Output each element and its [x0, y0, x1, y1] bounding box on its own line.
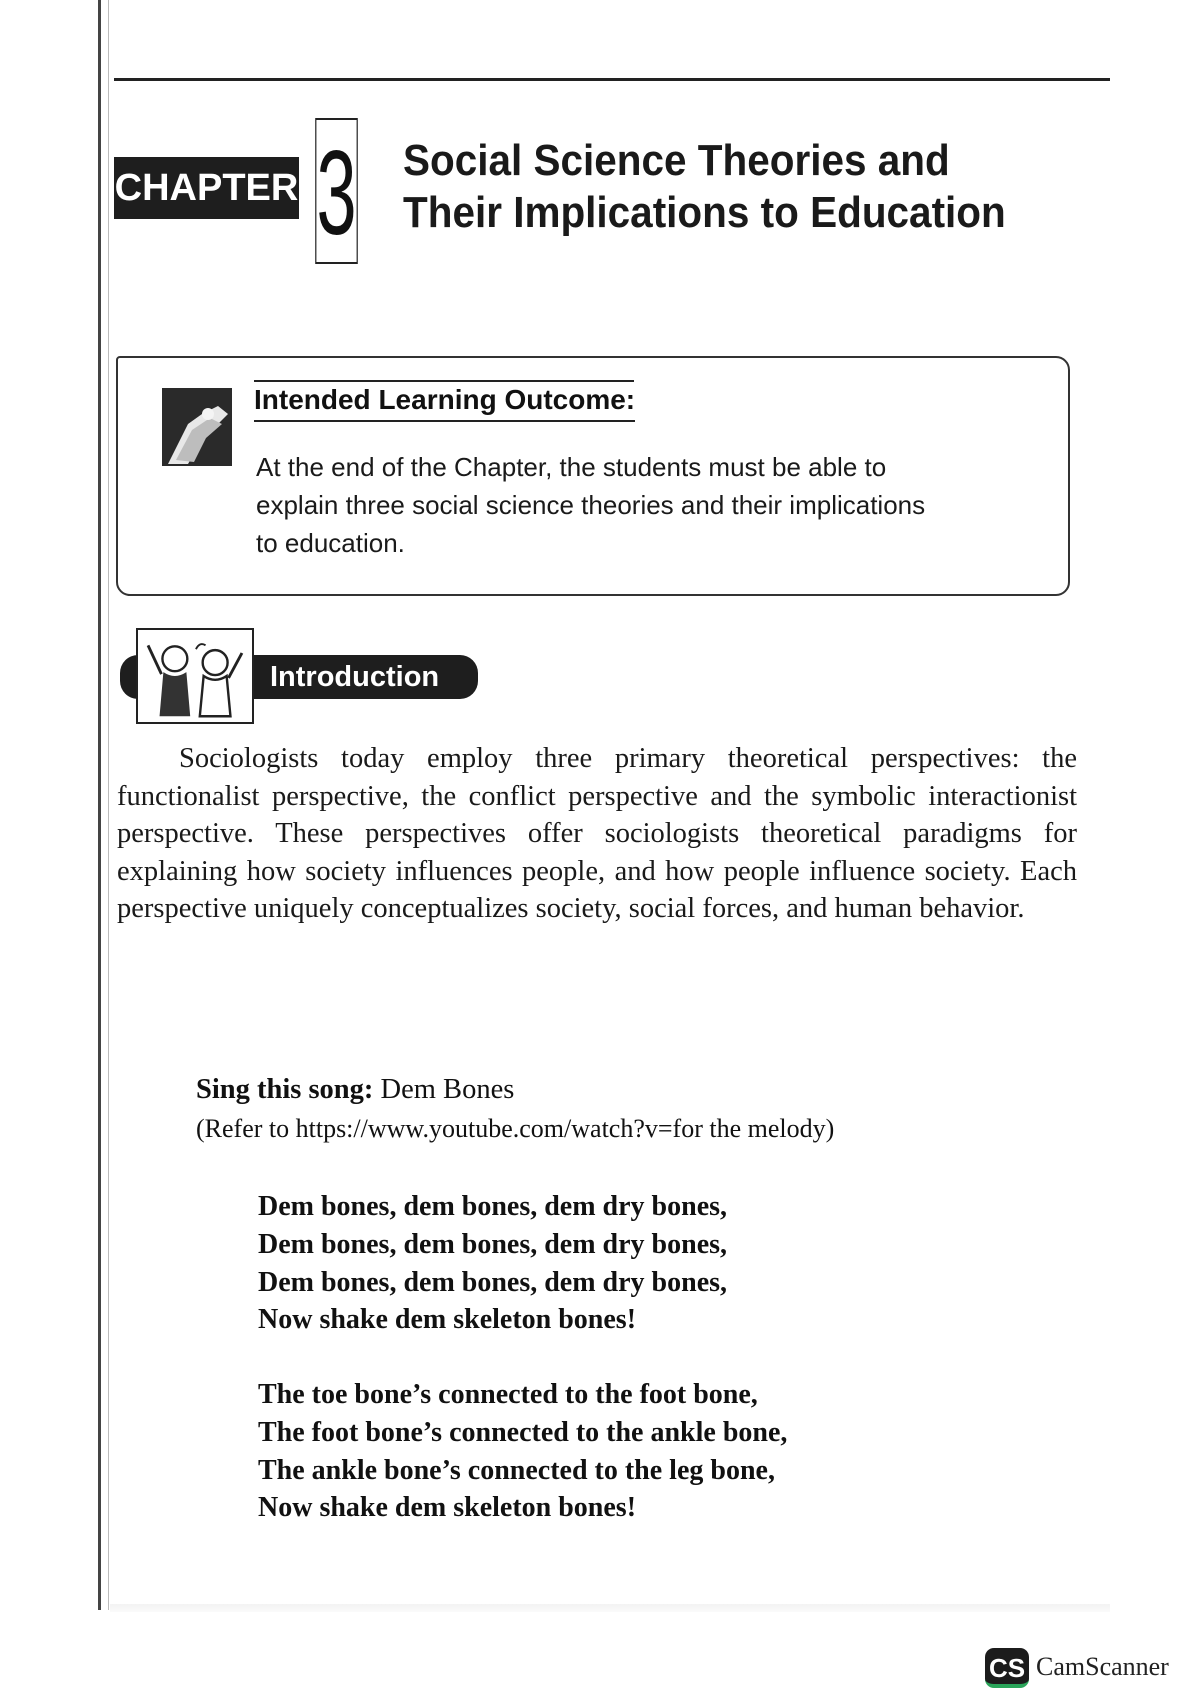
chapter-number: 3: [315, 118, 358, 264]
introduction-title: Introduction: [270, 661, 440, 693]
chapter-title: [403, 135, 1047, 239]
camscanner-watermark: CamScanner: [1036, 1652, 1169, 1681]
handshake-icon: [158, 384, 236, 470]
learning-outcome-line-3: to education.: [256, 528, 405, 558]
song-heading: [196, 1074, 514, 1106]
verse-line: Dem bones, dem bones, dem dry bones,: [258, 1228, 728, 1260]
page-binding-edge: [108, 0, 109, 1610]
header-rule: [114, 78, 1110, 81]
learning-outcome-line-2: explain three social science theories and their implications: [256, 490, 926, 520]
verse-line: The toe bone’s connected to the foot bone,: [258, 1379, 758, 1410]
learning-outcome-text: [256, 448, 1036, 562]
song-name: Dem Bones: [380, 1074, 515, 1105]
song-verse-1: [258, 1188, 727, 1339]
page-binding-shadow: [98, 0, 101, 1610]
verse-line: Dem bones, dem bones, dem dry bones,: [258, 1191, 728, 1222]
learning-outcome-line-1: At the end of the Chapter, the students must be able to: [256, 452, 887, 482]
verse-line: Now shake dem skeleton bones!: [258, 1304, 637, 1336]
page-bottom-edge: [110, 1604, 1110, 1612]
chapter-label: CHAPTER: [114, 157, 299, 219]
verse-line: The foot bone’s connected to the ankle bone,: [258, 1416, 788, 1448]
learning-outcome-box: [116, 356, 1070, 596]
chapter-title-line-1: Social Science Theories and: [403, 136, 950, 185]
introduction-paragraph: [117, 740, 1077, 928]
verse-line: Dem bones, dem bones, dem dry bones,: [258, 1266, 728, 1298]
song-verse-2: [258, 1376, 787, 1527]
children-waving-icon: [136, 628, 254, 724]
verse-line: The ankle bone’s connected to the leg bone,: [258, 1454, 775, 1486]
learning-outcome-title: Intended Learning Outcome:: [254, 384, 635, 422]
song-lead: Sing this song:: [196, 1074, 374, 1105]
camscanner-logo-icon: CS: [985, 1648, 1029, 1688]
introduction-paragraph-text: Sociologists today employ three primary theoretical perspectives: the functionalist perspective, the conflict perspective and the symbolic interactionist perspective. These perspectives offer sociologists theoretical paradigms for explaining how society influences people, and how people influence society. Each perspective uniquely conceptualizes society, social forces, and human behavior.: [117, 743, 1077, 925]
learning-outcome-title-rule: [254, 380, 634, 382]
chapter-title-line-2: Their Implications to Education: [403, 188, 1006, 237]
verse-line: Now shake dem skeleton bones!: [258, 1492, 637, 1524]
song-reference: (Refer to https://www.youtube.com/watch?v=for the melody): [196, 1114, 835, 1143]
